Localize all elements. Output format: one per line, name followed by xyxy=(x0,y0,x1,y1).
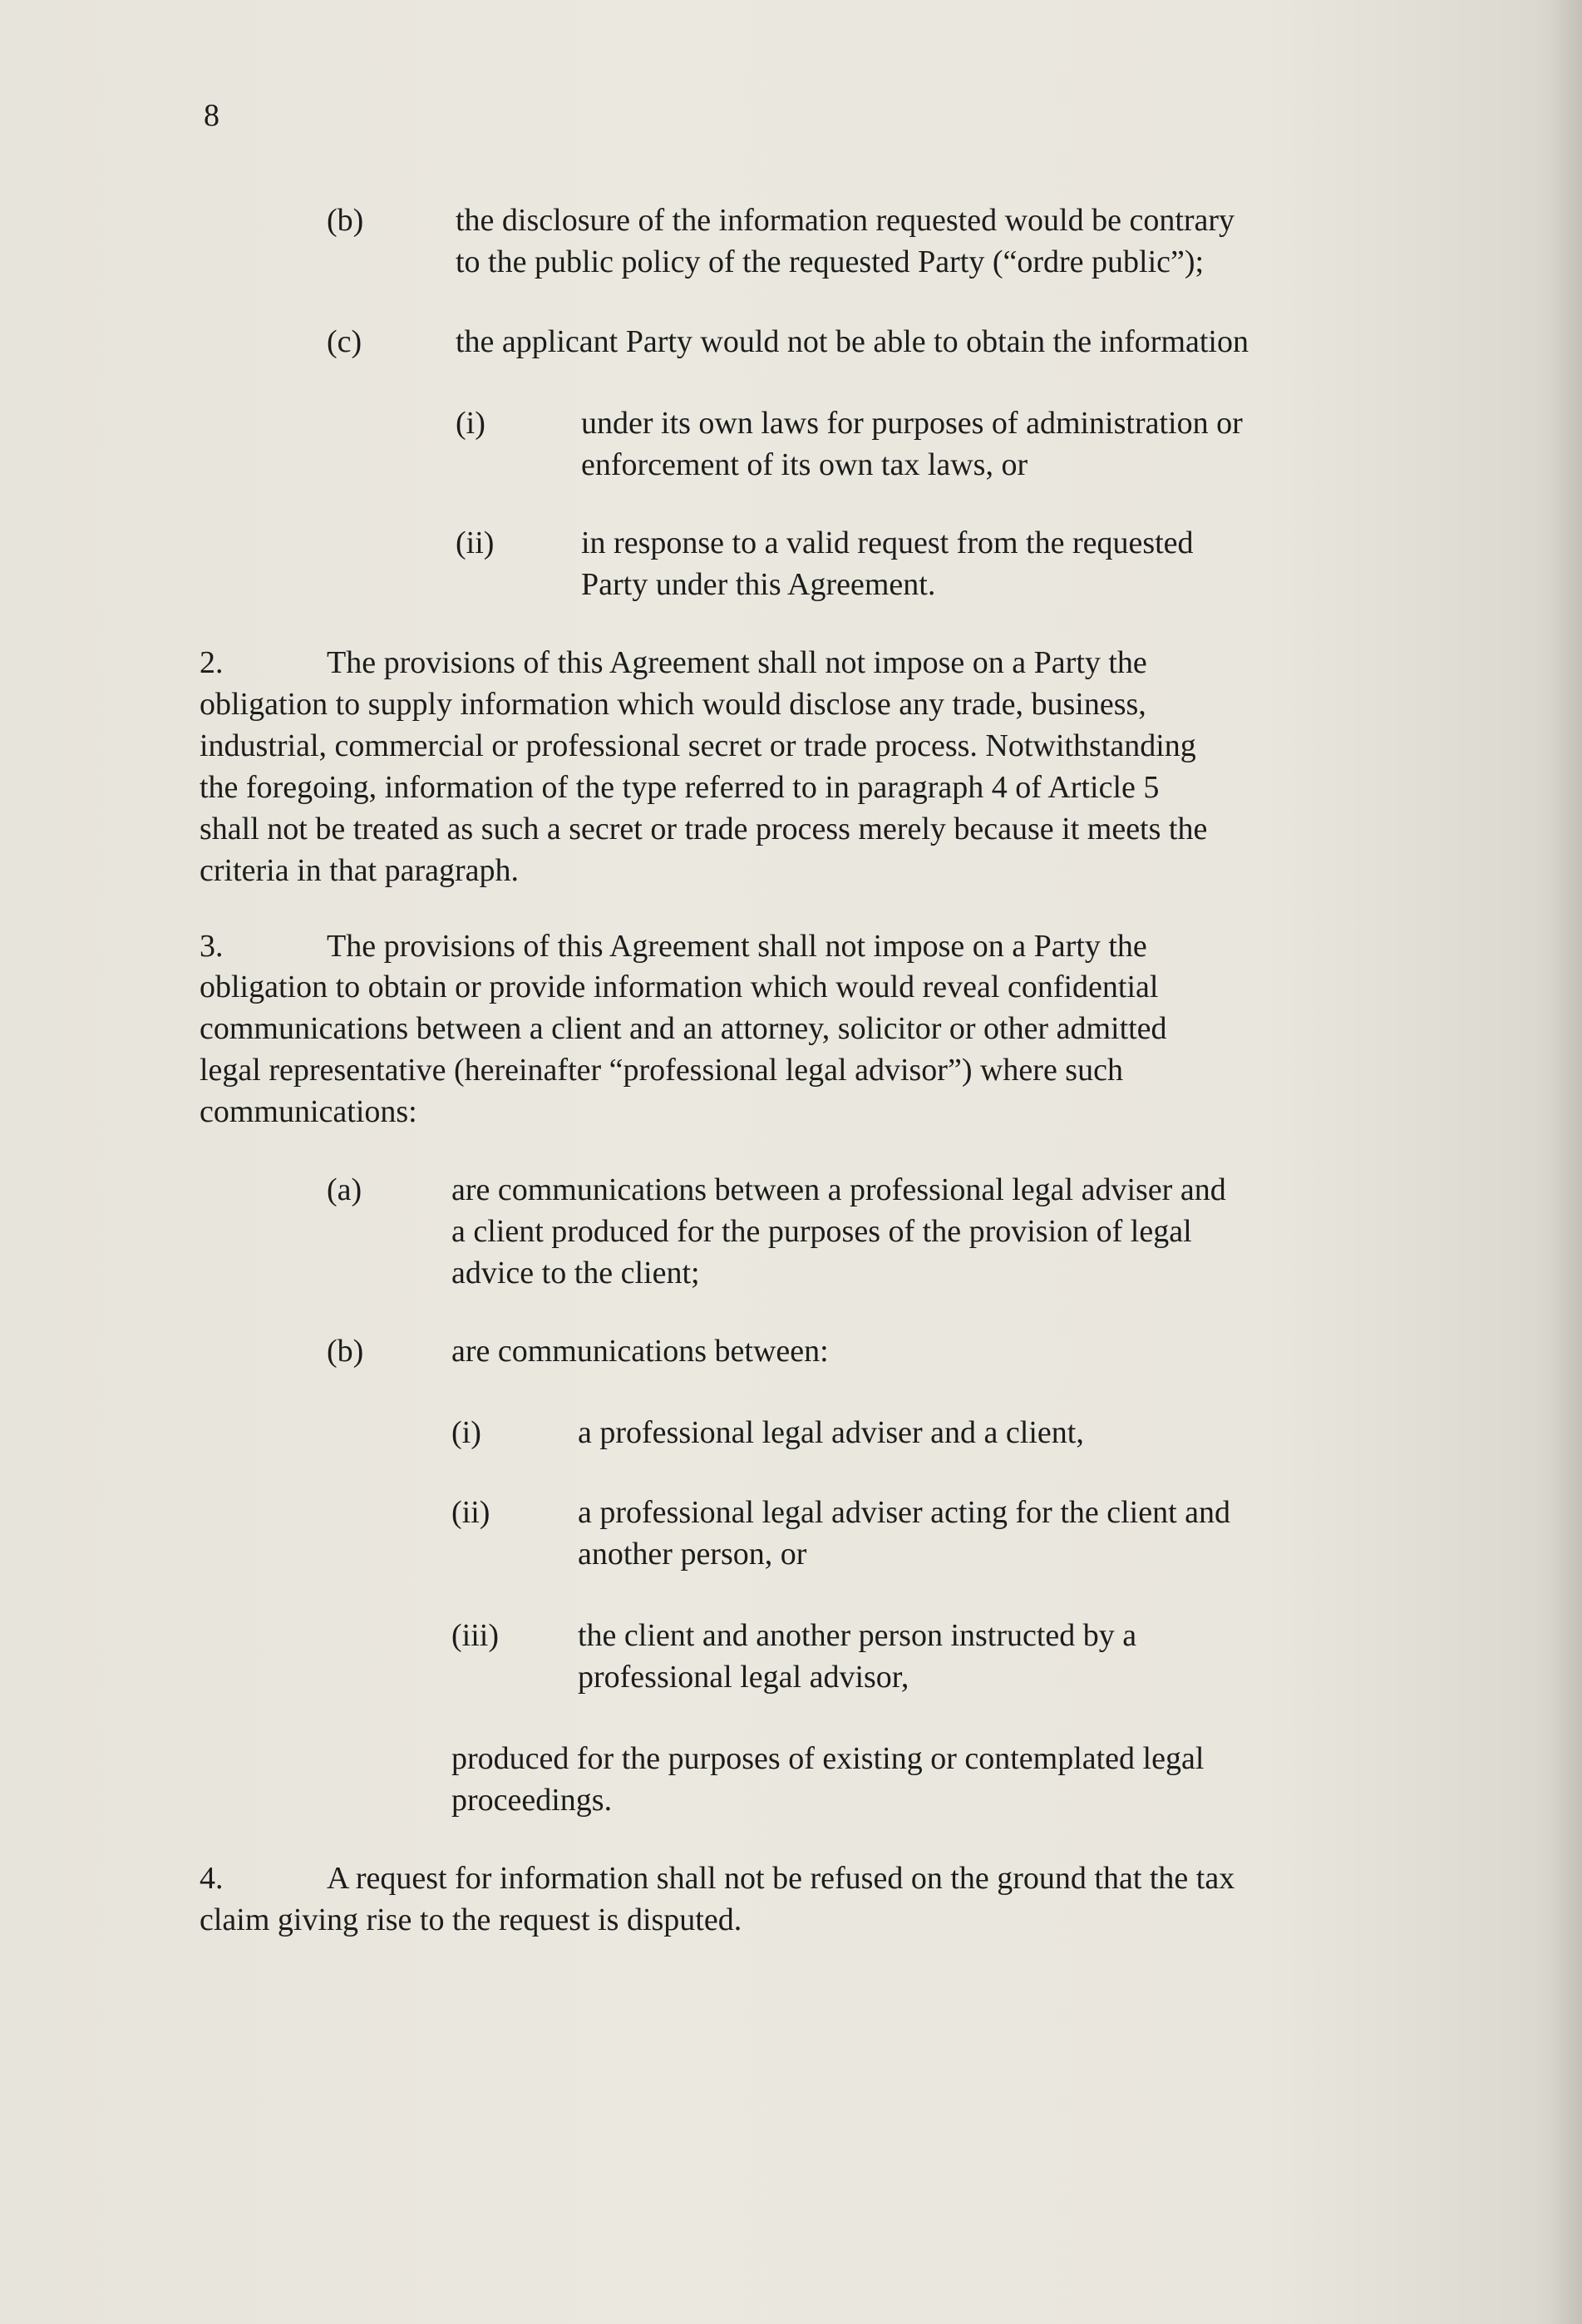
paragraph-3-body xyxy=(200,966,1167,1132)
item-3a-line-1: are communications between a professional legal adviser and xyxy=(451,1172,1226,1207)
paragraph-2-line-1: The provisions of this Agreement shall not impose on a Party the xyxy=(327,645,1147,680)
paragraph-3-closing-line-1: produced for the purposes of existing or contemplated legal xyxy=(451,1741,1205,1776)
sub-item-c-i-text xyxy=(581,402,1243,486)
list-marker-b: (b) xyxy=(327,203,364,238)
paragraph-3-first-line xyxy=(327,925,1147,967)
sub-item-3b-i-text xyxy=(578,1412,1084,1453)
paragraph-4-number: 4. xyxy=(200,1861,224,1896)
page-number: 8 xyxy=(204,98,219,133)
sub-item-c-ii-line-1: in response to a valid request from the requested xyxy=(581,525,1194,560)
paragraph-3-line-1: The provisions of this Agreement shall not impose on a Party the xyxy=(327,929,1147,964)
sub-item-3b-iii-line-1: the client and another person instructed by a xyxy=(578,1618,1137,1653)
paragraph-3-line-2: obligation to obtain or provide information which would reveal confidential xyxy=(200,970,1159,1004)
paragraph-3-closing xyxy=(451,1738,1204,1821)
sub-marker-c-ii: (ii) xyxy=(456,525,495,560)
paragraph-2-number: 2. xyxy=(200,645,224,680)
sub-marker-c-i: (i) xyxy=(456,406,485,441)
page-edge-shadow xyxy=(1549,0,1582,2324)
sub-item-3b-ii-text xyxy=(578,1492,1230,1575)
paragraph-2-body xyxy=(200,683,1207,891)
sub-item-3b-i-line-1: a professional legal adviser and a client, xyxy=(578,1415,1084,1450)
sub-item-3b-ii-line-2: another person, or xyxy=(578,1537,807,1572)
paragraph-4-line-2: claim giving rise to the request is disputed. xyxy=(200,1902,742,1937)
paragraph-4-line-1: A request for information shall not be refused on the ground that the tax xyxy=(327,1861,1235,1896)
item-c-text xyxy=(456,321,1249,363)
sub-item-3b-ii-line-1: a professional legal adviser acting for the client and xyxy=(578,1495,1231,1530)
item-3a-line-3: advice to the client; xyxy=(451,1256,700,1290)
sub-item-3b-iii-line-2: professional legal advisor, xyxy=(578,1660,909,1695)
item-b-line-2: to the public policy of the requested Party (“ordre public”); xyxy=(456,244,1205,279)
paragraph-3-line-3: communications between a client and an attorney, solicitor or other admitted xyxy=(200,1011,1167,1046)
sub-marker-3b-iii: (iii) xyxy=(451,1618,499,1653)
item-3b-line-1: are communications between: xyxy=(451,1334,829,1369)
paragraph-2-line-6: criteria in that paragraph. xyxy=(200,853,520,888)
paragraph-4-first-line xyxy=(327,1858,1235,1899)
paragraph-4-body xyxy=(200,1899,742,1941)
sub-item-c-ii-text xyxy=(581,522,1194,605)
sub-marker-3b-ii: (ii) xyxy=(451,1495,490,1530)
paragraph-3-closing-line-2: proceedings. xyxy=(451,1783,613,1818)
item-3a-line-2: a client produced for the purposes of the provision of legal xyxy=(451,1214,1192,1249)
sub-marker-3b-i: (i) xyxy=(451,1415,481,1450)
paragraph-2-line-2: obligation to supply information which would disclose any trade, business, xyxy=(200,687,1146,722)
paragraph-2-line-5: shall not be treated as such a secret or trade process merely because it meets the xyxy=(200,812,1208,846)
list-marker-3a: (a) xyxy=(327,1172,362,1207)
sub-item-c-ii-line-2: Party under this Agreement. xyxy=(581,567,936,602)
sub-item-c-i-line-1: under its own laws for purposes of administration or xyxy=(581,406,1243,441)
item-c-line-1: the applicant Party would not be able to obtain the information xyxy=(456,324,1249,359)
list-marker-3b: (b) xyxy=(327,1334,364,1369)
item-b-line-1: the disclosure of the information requested would be contrary xyxy=(456,203,1235,238)
list-marker-c: (c) xyxy=(327,324,362,359)
paragraph-3-line-5: communications: xyxy=(200,1094,417,1129)
paragraph-3-line-4: legal representative (hereinafter “professional legal advisor”) where such xyxy=(200,1053,1123,1088)
sub-item-c-i-line-2: enforcement of its own tax laws, or xyxy=(581,447,1028,482)
sub-item-3b-iii-text xyxy=(578,1615,1136,1698)
item-b-text xyxy=(456,200,1235,283)
paragraph-2-line-4: the foregoing, information of the type referred to in paragraph 4 of Article 5 xyxy=(200,770,1160,805)
item-3a-text xyxy=(451,1169,1226,1294)
paragraph-2-first-line xyxy=(327,642,1147,683)
item-3b-text xyxy=(451,1330,829,1372)
paragraph-2-line-3: industrial, commercial or professional secret or trade process. Notwithstanding xyxy=(200,728,1196,763)
paragraph-3-number: 3. xyxy=(200,929,224,964)
